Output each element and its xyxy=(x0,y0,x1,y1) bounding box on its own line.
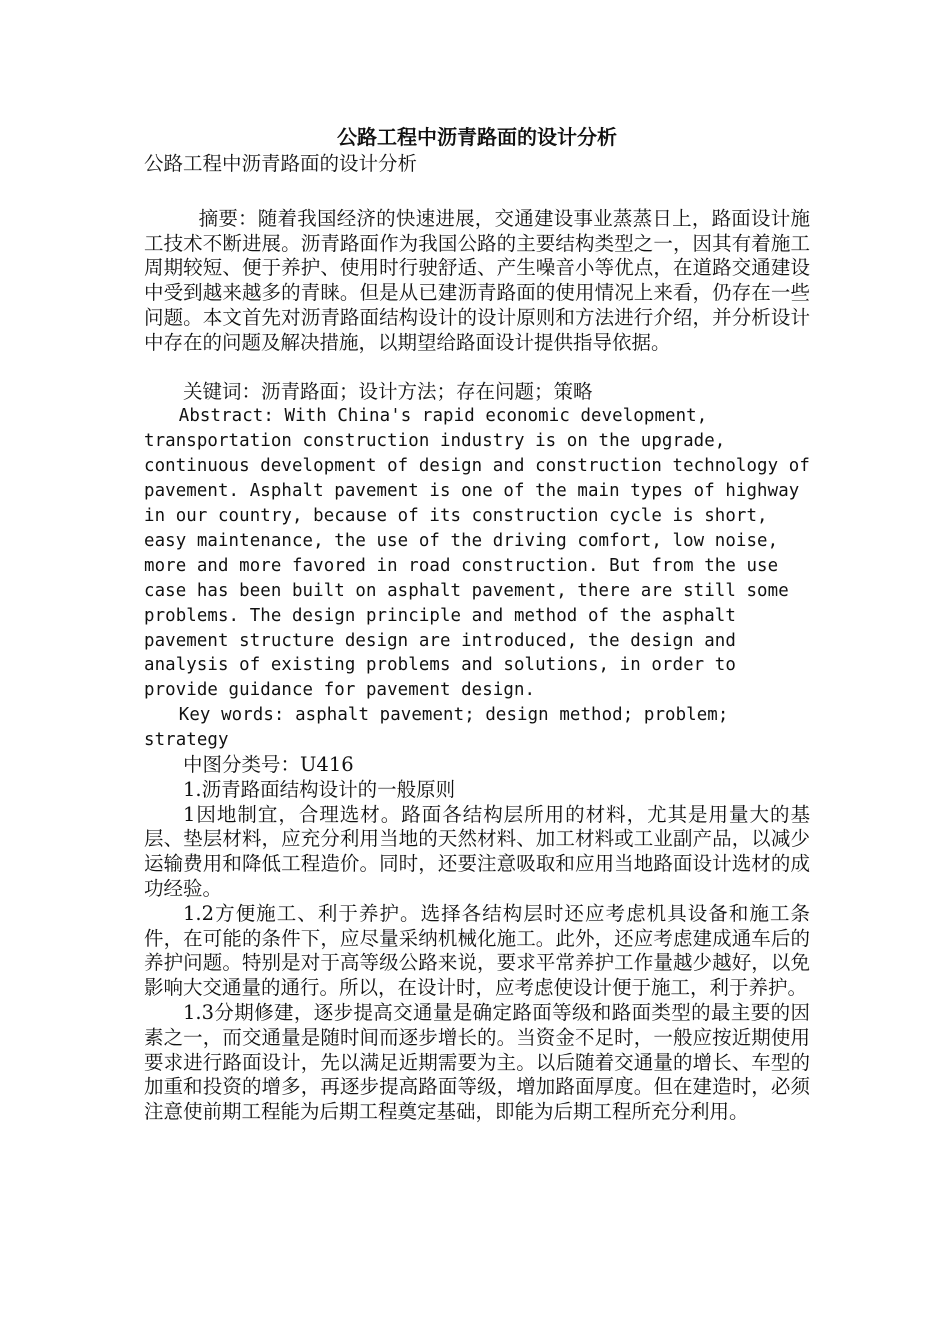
section-paragraph: 1.2方便施工、利于养护。选择各结构层时还应考虑机具设备和施工条件，在可能的条件下，应尽量采纳机械化施工。此外，还应考虑建成通车后的养护问题。特别是对于高等级公路来说，要求平常养护工作量越少越好，以免影响大交通量的通行。所以，在设计时，应考虑使设计便于施工，利于养护。 xyxy=(144,901,810,1000)
abstract-chinese: 摘要：随着我国经济的快速进展，交通建设事业蒸蒸日上，路面设计施工技术不断进展。沥青路面作为我国公路的主要结构类型之一，因其有着施工周期较短、便于养护、使用时行驶舒适、产生噪音小等优点，在道路交通建设中受到越来越多的青睐。但是从已建沥青路面的使用情况上来看，仍存在一些问题。本文首先对沥青路面结构设计的设计原则和方法进行介绍，并分析设计中存在的问题及解决措施，以期望给路面设计提供指导依据。 xyxy=(144,206,810,354)
section-paragraph: 1.3分期修建，逐步提高交通量是确定路面等级和路面类型的最主要的因素之一，而交通量是随时间而逐步增长的。当资金不足时，一般应按近期使用要求进行路面设计，先以满足近期需要为主。以后随着交通量的增长、车型的加重和投资的增多，再逐步提高路面等级，增加路面厚度。但在建造时，必须注意使前期工程能为后期工程奠定基础，即能为后期工程所充分利用。 xyxy=(144,1001,810,1124)
keywords-english: Key words: asphalt pavement; design method; problem; strategy xyxy=(144,705,729,751)
classification-number: 中图分类号：U416 xyxy=(183,753,354,777)
section-heading: 1.沥青路面结构设计的一般原则 xyxy=(183,777,456,801)
document-subtitle: 公路工程中沥青路面的设计分析 xyxy=(144,152,418,175)
document-page xyxy=(144,116,810,1125)
section-paragraph: 1因地制宜，合理选材。路面各结构层所用的材料，尤其是用量大的基层、垫层材料，应充分利用当地的天然材料、加工材料或工业副产品，以减少运输费用和降低工程造价。同时，还要注意吸取和应用当地路面设计选材的成功经验。 xyxy=(144,802,810,901)
document-title: 公路工程中沥青路面的设计分析 xyxy=(337,125,617,149)
abstract-english: Abstract: With China's rapid economic development, transportation construction industry is on the upgrade, continuous development of design and construction technology of pavement. Asphalt pavement is one of the main types of highway in our country, because of its construction cycle is short, easy maintenance, the use of the driving comfort, low noise, more and more favored in road construction. But from the use case has been built on asphalt pavement, there are still some problems. The design principle and method of the asphalt pavement structure design are introduced, the design and analysis of existing problems and solutions, in order to provide guidance for pavement design. xyxy=(144,406,810,701)
keywords-chinese: 关键词：沥青路面；设计方法；存在问题；策略 xyxy=(183,379,593,403)
